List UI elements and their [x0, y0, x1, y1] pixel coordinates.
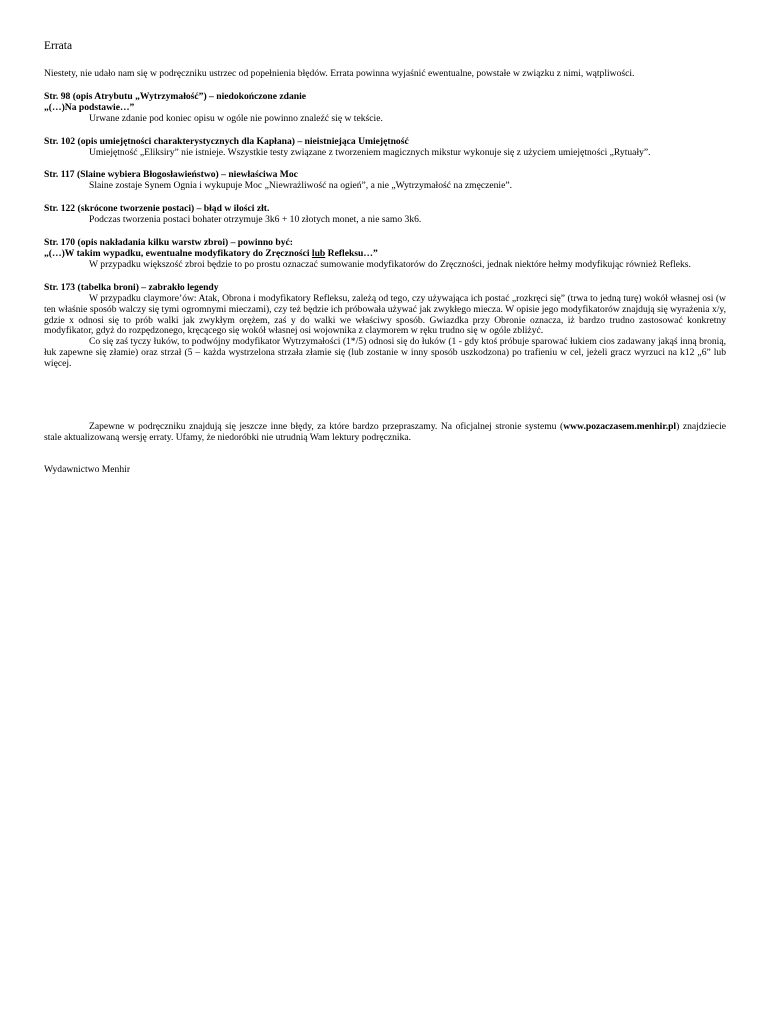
erratum-body: W przypadku claymore’ów: Atak, Obrona i modyfikatory Refleksu, zależą od tego, czy używająca ich postać „rozkręci się” (trwa to jedną turę) wokół własnej osi (w ten właśnie sposób walczy się tymi ogromnymi mieczami), czy też będzie ich próbowała używać jak zwykłego miecza. W opisie jego modyfikatorów znajdują się wyrażenia x/y, gdzie x odnosi się to prób walki jak zwykłym orężem, zaś y do walki we właściwy sposób. Gwiazdka przy Obronie oznacza, iż bardzo trudno zastosować konkretny modyfikator, gdyż do rozpędzonego, kręcącego się wokół własnej osi wojownika z claymorem w ręku trudno się w ogóle zbliżyć.: [44, 292, 726, 337]
closing-text-end: ) znajdziecie stale aktualizowaną wersję erraty. Ufamy, że niedoróbki nie utrudnią Wam lektury podręcznika.: [44, 421, 726, 443]
closing-text-start: Zapewne w podręczniku znajdują się jeszcze inne błędy, za które bardzo przepraszamy. Na oficjalnej stronie systemu (: [89, 421, 564, 433]
document-content: [44, 40, 726, 476]
erratum-body: Slaine zostaje Synem Ognia i wykupuje Moc „Niewrażliwość na ogień”, a nie „Wytrzymałość na zmęczenie”.: [89, 180, 512, 192]
erratum-entry-p122: [44, 204, 726, 226]
quote-text-end: Refleksu…”: [325, 247, 378, 259]
erratum-heading: Str. 102 (opis umiejętności charakterystycznych dla Kapłana) – nieistniejąca Umiejętność: [44, 135, 409, 147]
erratum-entry-p117: [44, 170, 726, 192]
erratum-body: W przypadku większość zbroi będzie to po prostu oznaczać sumowanie modyfikatorów do Zręczności, jednak niektóre hełmy modyfikując również Refleks.: [89, 258, 691, 270]
quote-text-start: „(…)W takim wypadku, ewentualne modyfikatory do Zręczności: [44, 247, 312, 259]
erratum-body: Urwane zdanie pod koniec opisu w ogóle nie powinno znaleźć się w tekście.: [89, 112, 383, 124]
erratum-entry-p173: [44, 283, 726, 370]
publisher-signature: Wydawnictwo Menhir: [44, 463, 131, 475]
erratum-heading: Str. 173 (tabelka broni) – zabrakło legendy: [44, 281, 219, 293]
erratum-body: Umiejętność „Eliksiry” nie istnieje. Wszystkie testy związane z tworzeniem magicznych mikstur wykonuje się z użyciem umiejętności „Rytuały”.: [89, 146, 651, 158]
quote-underlined-word: lub: [311, 247, 326, 259]
erratum-body-continued: Co się zaś tyczy łuków, to podwójny modyfikator Wytrzymałości (1*/5) odnosi się do łuków (1 - gdy ktoś próbuje sparować łukiem cios zadawany jakąś inną bronią, łuk zapewne się złamie) oraz strzał (5 – każda wystrzelona strzała złamie się (lub zostanie w inny sposób uszkodzona) po trafieniu w cel, jeżeli gracz wyrzuci na k12 „6” lub więcej.: [44, 336, 726, 370]
page-title: Errata: [44, 40, 73, 52]
erratum-quote: „(…)Na podstawie…”: [44, 101, 135, 113]
erratum-entry-p102: [44, 137, 726, 159]
erratum-body: Podczas tworzenia postaci bohater otrzymuje 3k6 + 10 złotych monet, a nie samo 3k6.: [89, 214, 422, 226]
erratum-heading: Str. 117 (Slaine wybiera Błogosławieństwo) – niewłaściwa Moc: [44, 169, 298, 181]
erratum-heading: Str. 98 (opis Atrybutu „Wytrzymałość”) – niedokończone zdanie: [44, 90, 307, 102]
erratum-heading: Str. 170 (opis nakładania kilku warstw zbroi) – powinno być:: [44, 237, 293, 249]
official-site-url: www.pozaczasem.menhir.pl: [563, 421, 677, 433]
erratum-entry-p98: [44, 92, 726, 125]
intro-paragraph: Niestety, nie udało nam się w podręczniku ustrzec od popełnienia błędów. Errata powinna wyjaśnić ewentualne, powstałe w związku z nimi, wątpliwości.: [44, 68, 635, 79]
erratum-heading: Str. 122 (skrócone tworzenie postaci) – błąd w ilości złt.: [44, 203, 270, 215]
erratum-entry-p170: [44, 238, 726, 271]
closing-paragraph: [44, 422, 726, 444]
